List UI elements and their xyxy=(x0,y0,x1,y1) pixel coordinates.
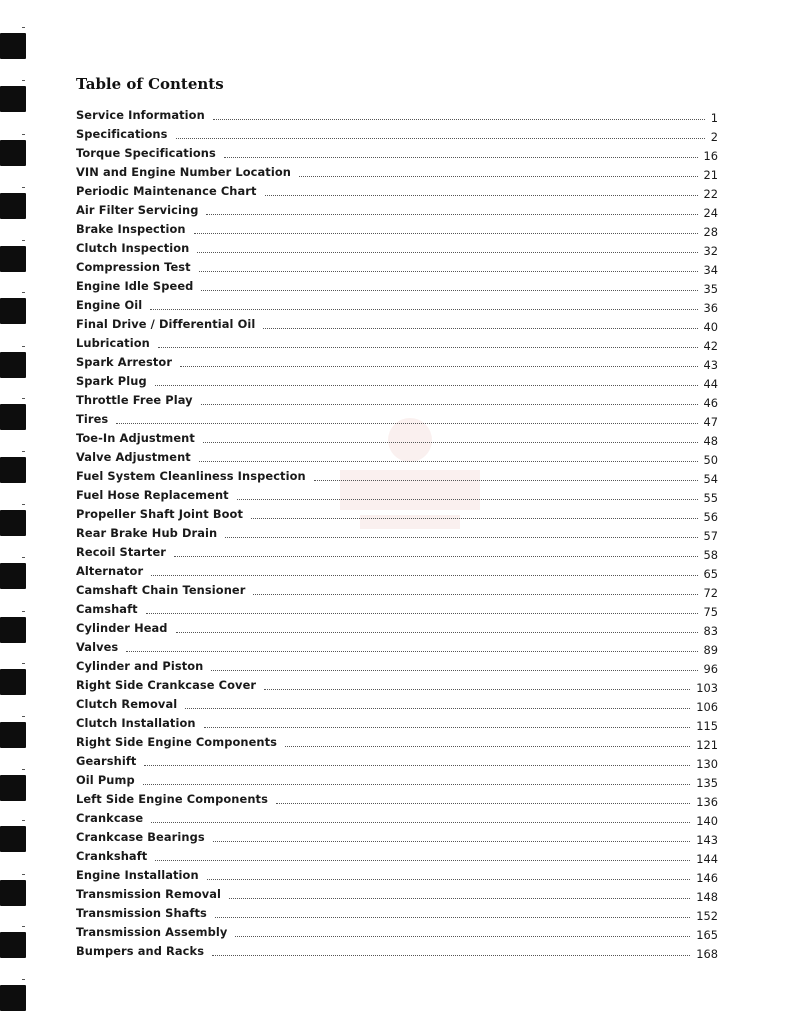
toc-entry-page-number: 83 xyxy=(703,624,718,638)
toc-entry[interactable] xyxy=(76,562,718,581)
dot-leader xyxy=(253,593,697,595)
dot-leader xyxy=(126,650,697,652)
dot-leader xyxy=(213,118,705,120)
toc-entry-label: Toe-In Adjustment xyxy=(76,431,195,445)
dot-leader xyxy=(180,365,697,367)
toc-entry-page-number: 16 xyxy=(703,149,718,163)
toc-entry-page-number: 40 xyxy=(703,320,718,334)
dot-leader xyxy=(299,175,698,177)
toc-entry-page-number: 44 xyxy=(703,377,718,391)
binding-hole xyxy=(0,880,26,906)
toc-entry-label: Spark Arrestor xyxy=(76,355,173,369)
toc-entry[interactable] xyxy=(76,752,718,771)
toc-entry-label: Clutch Inspection xyxy=(76,241,190,255)
dot-leader xyxy=(194,232,698,234)
toc-entry-page-number: 165 xyxy=(696,928,718,942)
toc-entry-page-number: 47 xyxy=(703,415,718,429)
toc-entry[interactable] xyxy=(76,220,718,239)
dot-leader xyxy=(314,479,698,481)
toc-entry-label: Camshaft Chain Tensioner xyxy=(76,583,246,597)
dot-leader xyxy=(176,137,705,139)
toc-entry-label: Torque Specifications xyxy=(76,146,216,160)
binding-hole xyxy=(0,404,26,430)
binding-tick xyxy=(22,663,25,664)
toc-entry-label: Periodic Maintenance Chart xyxy=(76,184,257,198)
dot-leader xyxy=(201,289,697,291)
binding-tick xyxy=(22,346,25,347)
dot-leader xyxy=(143,783,691,785)
binding-tick xyxy=(22,80,25,81)
toc-entry[interactable] xyxy=(76,144,718,163)
binding-tick xyxy=(22,926,25,927)
toc-entry-page-number: 115 xyxy=(696,719,718,733)
toc-entry-label: Transmission Removal xyxy=(76,887,222,901)
toc-entry[interactable] xyxy=(76,182,718,201)
dot-leader xyxy=(263,327,697,329)
toc-entry[interactable] xyxy=(76,828,718,847)
binding-tick xyxy=(22,611,25,612)
toc-entry[interactable] xyxy=(76,657,718,676)
dot-leader xyxy=(203,441,698,443)
toc-entry-page-number: 103 xyxy=(696,681,718,695)
toc-entry[interactable] xyxy=(76,543,718,562)
toc-entry[interactable] xyxy=(76,638,718,657)
toc-entry[interactable] xyxy=(76,714,718,733)
dot-leader xyxy=(174,555,698,557)
dot-leader xyxy=(176,631,698,633)
toc-entry-label: Propeller Shaft Joint Boot xyxy=(76,507,244,521)
binding-holes xyxy=(0,0,30,1035)
toc-entry[interactable] xyxy=(76,486,718,505)
dot-leader xyxy=(215,916,690,918)
toc-entry[interactable] xyxy=(76,600,718,619)
binding-hole xyxy=(0,617,26,643)
toc-entry-label: Crankshaft xyxy=(76,849,148,863)
page-title: Table of Contents xyxy=(76,75,224,93)
toc-entry-page-number: 65 xyxy=(703,567,718,581)
dot-leader xyxy=(264,688,690,690)
toc-entry[interactable] xyxy=(76,353,718,372)
toc-entry-page-number: 35 xyxy=(703,282,718,296)
toc-entry-page-number: 146 xyxy=(696,871,718,885)
toc-entry-page-number: 75 xyxy=(703,605,718,619)
binding-hole xyxy=(0,775,26,801)
binding-tick xyxy=(22,134,25,135)
toc-entry[interactable] xyxy=(76,410,718,429)
toc-entry[interactable] xyxy=(76,505,718,524)
toc-entry-label: Alternator xyxy=(76,564,144,578)
toc-entry-label: Final Drive / Differential Oil xyxy=(76,317,256,331)
dot-leader xyxy=(224,156,698,158)
toc-entry-label: Rear Brake Hub Drain xyxy=(76,526,218,540)
binding-tick xyxy=(22,979,25,980)
toc-entry-page-number: 140 xyxy=(696,814,718,828)
toc-entry[interactable] xyxy=(76,885,718,904)
dot-leader xyxy=(197,251,697,253)
toc-entry[interactable] xyxy=(76,372,718,391)
toc-entry-label: Throttle Free Play xyxy=(76,393,193,407)
dot-leader xyxy=(155,384,698,386)
toc-entry[interactable] xyxy=(76,771,718,790)
toc-entry[interactable] xyxy=(76,106,718,125)
toc-entry[interactable] xyxy=(76,277,718,296)
toc-entry-label: VIN and Engine Number Location xyxy=(76,165,291,179)
toc-entry[interactable] xyxy=(76,201,718,220)
dot-leader xyxy=(144,764,690,766)
toc-entry-page-number: 121 xyxy=(696,738,718,752)
toc-entry-label: Gearshift xyxy=(76,754,137,768)
dot-leader xyxy=(155,859,690,861)
dot-leader xyxy=(251,517,697,519)
toc-entry-page-number: 32 xyxy=(703,244,718,258)
binding-tick xyxy=(22,27,25,28)
toc-entry[interactable] xyxy=(76,163,718,182)
toc-entry[interactable] xyxy=(76,904,718,923)
toc-entry-page-number: 21 xyxy=(703,168,718,182)
toc-entry[interactable] xyxy=(76,809,718,828)
binding-hole xyxy=(0,246,26,272)
toc-entry-page-number: 54 xyxy=(703,472,718,486)
binding-hole xyxy=(0,193,26,219)
toc-entry[interactable] xyxy=(76,448,718,467)
toc-entry-label: Engine Oil xyxy=(76,298,143,312)
toc-entry-label: Oil Pump xyxy=(76,773,135,787)
toc-entry-label: Tires xyxy=(76,412,109,426)
toc-entry[interactable] xyxy=(76,790,718,809)
binding-tick xyxy=(22,820,25,821)
dot-leader xyxy=(151,821,690,823)
binding-tick xyxy=(22,874,25,875)
binding-hole xyxy=(0,457,26,483)
toc-entry-label: Valves xyxy=(76,640,119,654)
toc-entry-label: Lubrication xyxy=(76,336,150,350)
toc-entry-page-number: 72 xyxy=(703,586,718,600)
toc-entry-label: Air Filter Servicing xyxy=(76,203,199,217)
binding-tick xyxy=(22,504,25,505)
dot-leader xyxy=(285,745,690,747)
toc-entry[interactable] xyxy=(76,315,718,334)
toc-entry-label: Engine Idle Speed xyxy=(76,279,194,293)
toc-entry-page-number: 168 xyxy=(696,947,718,961)
toc-entry[interactable] xyxy=(76,258,718,277)
toc-entry-page-number: 24 xyxy=(703,206,718,220)
toc-entry[interactable] xyxy=(76,923,718,942)
toc-entry-label: Specifications xyxy=(76,127,168,141)
toc-entry-label: Left Side Engine Components xyxy=(76,792,268,806)
toc-entry[interactable] xyxy=(76,619,718,638)
toc-entry-page-number: 144 xyxy=(696,852,718,866)
dot-leader xyxy=(201,403,698,405)
toc-entry-label: Crankcase Bearings xyxy=(76,830,205,844)
toc-entry[interactable] xyxy=(76,334,718,353)
dot-leader xyxy=(237,498,698,500)
toc-entry[interactable] xyxy=(76,695,718,714)
toc-entry-label: Brake Inspection xyxy=(76,222,186,236)
toc-entry-page-number: 96 xyxy=(703,662,718,676)
toc-entry-page-number: 152 xyxy=(696,909,718,923)
toc-entry-page-number: 143 xyxy=(696,833,718,847)
toc-entry-page-number: 46 xyxy=(703,396,718,410)
toc-entry-page-number: 43 xyxy=(703,358,718,372)
binding-tick xyxy=(22,769,25,770)
toc-entry[interactable] xyxy=(76,239,718,258)
dot-leader xyxy=(211,669,697,671)
table-of-contents xyxy=(76,106,718,961)
toc-entry[interactable] xyxy=(76,581,718,600)
toc-entry-page-number: 55 xyxy=(703,491,718,505)
toc-entry-page-number: 34 xyxy=(703,263,718,277)
binding-hole xyxy=(0,563,26,589)
toc-entry-label: Fuel Hose Replacement xyxy=(76,488,229,502)
dot-leader xyxy=(207,878,691,880)
binding-hole xyxy=(0,140,26,166)
binding-hole xyxy=(0,298,26,324)
toc-entry-label: Bumpers and Racks xyxy=(76,944,205,958)
toc-entry-page-number: 136 xyxy=(696,795,718,809)
toc-entry-page-number: 22 xyxy=(703,187,718,201)
toc-entry-label: Cylinder Head xyxy=(76,621,168,635)
toc-entry-page-number: 1 xyxy=(710,111,718,125)
toc-entry-page-number: 56 xyxy=(703,510,718,524)
toc-entry-page-number: 48 xyxy=(703,434,718,448)
toc-entry-page-number: 42 xyxy=(703,339,718,353)
dot-leader xyxy=(229,897,690,899)
binding-hole xyxy=(0,826,26,852)
dot-leader xyxy=(199,270,698,272)
toc-entry-page-number: 135 xyxy=(696,776,718,790)
binding-tick xyxy=(22,187,25,188)
binding-hole xyxy=(0,669,26,695)
toc-entry[interactable] xyxy=(76,429,718,448)
toc-entry-label: Spark Plug xyxy=(76,374,147,388)
binding-hole xyxy=(0,932,26,958)
toc-entry-label: Right Side Engine Components xyxy=(76,735,278,749)
dot-leader xyxy=(213,840,691,842)
binding-hole xyxy=(0,352,26,378)
toc-entry-label: Recoil Starter xyxy=(76,545,166,559)
toc-entry-label: Compression Test xyxy=(76,260,191,274)
toc-entry-label: Camshaft xyxy=(76,602,138,616)
toc-entry[interactable] xyxy=(76,676,718,695)
toc-entry-label: Service Information xyxy=(76,108,205,122)
binding-tick xyxy=(22,240,25,241)
dot-leader xyxy=(206,213,697,215)
toc-entry[interactable] xyxy=(76,942,718,961)
toc-entry-page-number: 50 xyxy=(703,453,718,467)
toc-entry[interactable] xyxy=(76,847,718,866)
toc-entry-page-number: 130 xyxy=(696,757,718,771)
binding-tick xyxy=(22,557,25,558)
binding-tick xyxy=(22,451,25,452)
toc-entry-label: Cylinder and Piston xyxy=(76,659,204,673)
toc-entry-label: Clutch Removal xyxy=(76,697,178,711)
toc-entry[interactable] xyxy=(76,296,718,315)
toc-entry[interactable] xyxy=(76,866,718,885)
toc-entry[interactable] xyxy=(76,391,718,410)
dot-leader xyxy=(116,422,697,424)
dot-leader xyxy=(199,460,698,462)
toc-entry-label: Valve Adjustment xyxy=(76,450,191,464)
toc-entry-label: Transmission Assembly xyxy=(76,925,228,939)
binding-hole xyxy=(0,985,26,1011)
binding-tick xyxy=(22,292,25,293)
dot-leader xyxy=(146,612,698,614)
toc-entry[interactable] xyxy=(76,524,718,543)
toc-entry-label: Fuel System Cleanliness Inspection xyxy=(76,469,306,483)
toc-entry-page-number: 28 xyxy=(703,225,718,239)
toc-entry-page-number: 106 xyxy=(696,700,718,714)
toc-entry-page-number: 36 xyxy=(703,301,718,315)
dot-leader xyxy=(204,726,691,728)
toc-entry-label: Right Side Crankcase Cover xyxy=(76,678,257,692)
toc-entry[interactable] xyxy=(76,733,718,752)
toc-entry-label: Clutch Installation xyxy=(76,716,196,730)
dot-leader xyxy=(185,707,690,709)
binding-hole xyxy=(0,722,26,748)
binding-hole xyxy=(0,86,26,112)
binding-hole xyxy=(0,33,26,59)
dot-leader xyxy=(150,308,697,310)
dot-leader xyxy=(235,935,690,937)
dot-leader xyxy=(151,574,697,576)
toc-entry-label: Transmission Shafts xyxy=(76,906,207,920)
toc-entry-label: Engine Installation xyxy=(76,868,199,882)
toc-entry-page-number: 57 xyxy=(703,529,718,543)
binding-tick xyxy=(22,398,25,399)
toc-entry-page-number: 148 xyxy=(696,890,718,904)
binding-hole xyxy=(0,510,26,536)
toc-entry-label: Crankcase xyxy=(76,811,144,825)
dot-leader xyxy=(212,954,690,956)
dot-leader xyxy=(276,802,690,804)
toc-entry-page-number: 89 xyxy=(703,643,718,657)
binding-tick xyxy=(22,716,25,717)
toc-entry[interactable] xyxy=(76,125,718,144)
dot-leader xyxy=(225,536,697,538)
toc-entry-page-number: 2 xyxy=(710,130,718,144)
dot-leader xyxy=(265,194,698,196)
dot-leader xyxy=(158,346,698,348)
toc-entry-page-number: 58 xyxy=(703,548,718,562)
toc-entry[interactable] xyxy=(76,467,718,486)
